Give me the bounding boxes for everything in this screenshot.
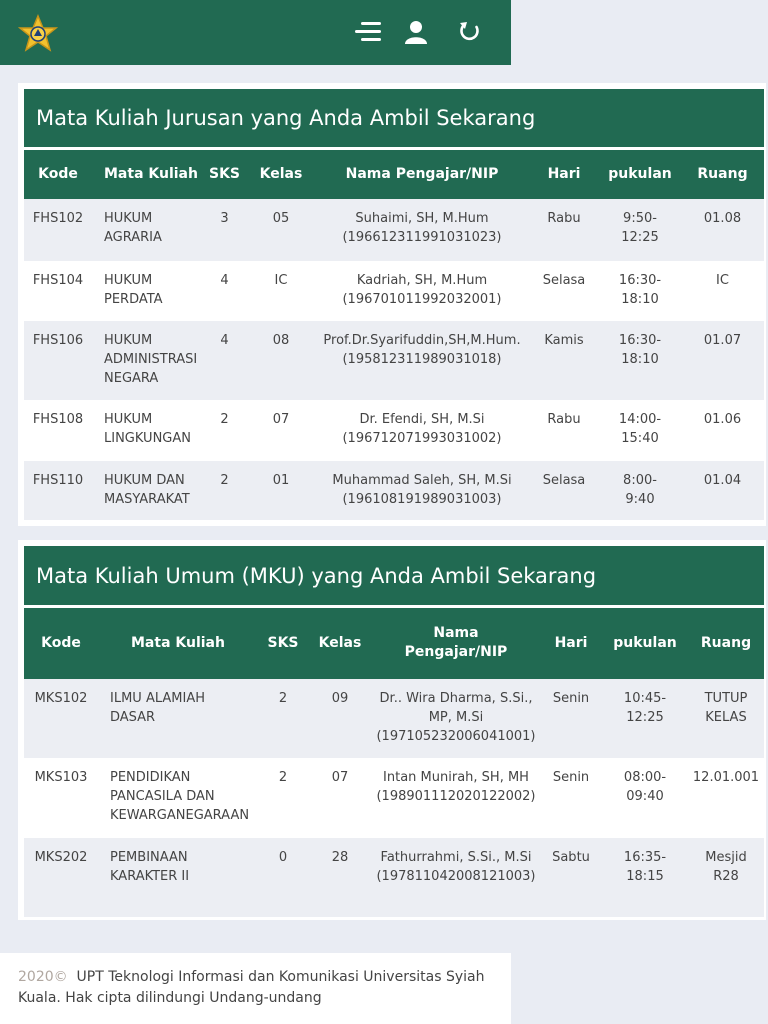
cell-hari: Senin xyxy=(540,679,602,758)
cell-kode: FHS110 xyxy=(24,461,92,520)
cell-kode: MKS202 xyxy=(24,838,98,917)
cell-kelas: 05 xyxy=(247,199,315,261)
user-icon[interactable] xyxy=(400,16,432,48)
cell-pengajar: Dr.. Wira Dharma, S.Si., MP, M.Si (197105232006041001) xyxy=(372,679,540,758)
footer xyxy=(0,953,511,1024)
university-logo-icon[interactable] xyxy=(17,14,59,54)
col-pukulan: pukulan xyxy=(599,149,681,199)
col-sks: SKS xyxy=(258,607,308,679)
col-pengajar: Nama Pengajar/NIP xyxy=(315,149,529,199)
col-hari: Hari xyxy=(540,607,602,679)
footer-text xyxy=(18,967,488,1009)
jurusan-title: Mata Kuliah Jurusan yang Anda Ambil Sekarang xyxy=(24,89,764,147)
table-row xyxy=(24,261,764,321)
cell-hari: Selasa xyxy=(529,461,599,520)
cell-kode: FHS108 xyxy=(24,400,92,461)
jurusan-table xyxy=(24,147,764,520)
cell-ruang: Mesjid R28 xyxy=(688,838,764,917)
table-row xyxy=(24,321,764,400)
col-ruang: Ruang xyxy=(688,607,764,679)
mku-header-row xyxy=(24,607,764,679)
cell-kode: MKS103 xyxy=(24,758,98,838)
cell-pengajar: Prof.Dr.Syarifuddin,SH,M.Hum. (195812311989031018) xyxy=(315,321,529,400)
col-pengajar: Nama Pengajar/NIP xyxy=(372,607,540,679)
cell-sks: 2 xyxy=(202,400,247,461)
col-kelas: Kelas xyxy=(247,149,315,199)
cell-pengajar: Muhammad Saleh, SH, M.Si (196108191989031003) xyxy=(315,461,529,520)
col-hari: Hari xyxy=(529,149,599,199)
cell-hari: Selasa xyxy=(529,261,599,321)
cell-kelas: 08 xyxy=(247,321,315,400)
jurusan-card xyxy=(18,83,766,526)
cell-kelas: IC xyxy=(247,261,315,321)
cell-ruang: 01.06 xyxy=(681,400,764,461)
cell-ruang: 01.08 xyxy=(681,199,764,261)
menu-lines-icon[interactable] xyxy=(352,16,384,48)
cell-ruang: 01.04 xyxy=(681,461,764,520)
table-row xyxy=(24,400,764,461)
cell-ruang: TUTUP KELAS xyxy=(688,679,764,758)
cell-hari: Rabu xyxy=(529,400,599,461)
cell-kode: FHS104 xyxy=(24,261,92,321)
cell-kelas: 07 xyxy=(308,758,372,838)
cell-sks: 0 xyxy=(258,838,308,917)
cell-mata-kuliah: ILMU ALAMIAH DASAR xyxy=(98,679,258,758)
cell-hari: Senin xyxy=(540,758,602,838)
col-kelas: Kelas xyxy=(308,607,372,679)
refresh-icon[interactable] xyxy=(454,16,486,48)
cell-pukulan: 8:00-9:40 xyxy=(599,461,681,520)
table-row xyxy=(24,199,764,261)
table-row xyxy=(24,838,764,917)
table-row xyxy=(24,679,764,758)
table-row xyxy=(24,461,764,520)
mku-card xyxy=(18,540,766,920)
cell-mata-kuliah: HUKUM LINGKUNGAN xyxy=(92,400,202,461)
cell-kelas: 07 xyxy=(247,400,315,461)
cell-hari: Kamis xyxy=(529,321,599,400)
cell-pukulan: 9:50-12:25 xyxy=(599,199,681,261)
cell-sks: 2 xyxy=(258,679,308,758)
cell-kelas: 28 xyxy=(308,838,372,917)
cell-mata-kuliah: HUKUM AGRARIA xyxy=(92,199,202,261)
col-ruang: Ruang xyxy=(681,149,764,199)
cell-kode: FHS106 xyxy=(24,321,92,400)
cell-sks: 2 xyxy=(202,461,247,520)
cell-pukulan: 16:35-18:15 xyxy=(602,838,688,917)
cell-kelas: 01 xyxy=(247,461,315,520)
cell-sks: 4 xyxy=(202,261,247,321)
cell-ruang: 12.01.001 xyxy=(688,758,764,838)
cell-pukulan: 16:30-18:10 xyxy=(599,321,681,400)
cell-sks: 4 xyxy=(202,321,247,400)
cell-kode: FHS102 xyxy=(24,199,92,261)
cell-pengajar: Fathurrahmi, S.Si., M.Si (197811042008121003) xyxy=(372,838,540,917)
cell-hari: Rabu xyxy=(529,199,599,261)
cell-mata-kuliah: PEMBINAAN KARAKTER II xyxy=(98,838,258,917)
cell-kelas: 09 xyxy=(308,679,372,758)
cell-pengajar: Kadriah, SH, M.Hum (196701011992032001) xyxy=(315,261,529,321)
cell-mata-kuliah: HUKUM PERDATA xyxy=(92,261,202,321)
cell-mata-kuliah: HUKUM ADMINISTRASI NEGARA xyxy=(92,321,202,400)
col-pukulan: pukulan xyxy=(602,607,688,679)
col-mata-kuliah: Mata Kuliah xyxy=(92,149,202,199)
cell-pukulan: 10:45-12:25 xyxy=(602,679,688,758)
col-kode: Kode xyxy=(24,149,92,199)
col-kode: Kode xyxy=(24,607,98,679)
col-sks: SKS xyxy=(202,149,247,199)
cell-hari: Sabtu xyxy=(540,838,602,917)
jurusan-header-row xyxy=(24,149,764,199)
cell-mata-kuliah: PENDIDIKAN PANCASILA DAN KEWARGANEGARAAN xyxy=(98,758,258,838)
col-mata-kuliah: Mata Kuliah xyxy=(98,607,258,679)
top-bar xyxy=(0,0,511,65)
cell-pengajar: Intan Munirah, SH, MH (198901112020122002) xyxy=(372,758,540,838)
cell-pukulan: 08:00-09:40 xyxy=(602,758,688,838)
table-row xyxy=(24,758,764,838)
cell-pengajar: Suhaimi, SH, M.Hum (196612311991031023) xyxy=(315,199,529,261)
footer-year: 2020© xyxy=(18,969,68,985)
mku-title: Mata Kuliah Umum (MKU) yang Anda Ambil Sekarang xyxy=(24,546,764,605)
cell-ruang: 01.07 xyxy=(681,321,764,400)
cell-kode: MKS102 xyxy=(24,679,98,758)
cell-sks: 3 xyxy=(202,199,247,261)
cell-sks: 2 xyxy=(258,758,308,838)
cell-ruang: IC xyxy=(681,261,764,321)
footer-copyright: UPT Teknologi Informasi dan Komunikasi Universitas Syiah Kuala. Hak cipta dilindungi Undang-undang xyxy=(18,969,485,1006)
cell-pukulan: 14:00-15:40 xyxy=(599,400,681,461)
cell-pukulan: 16:30-18:10 xyxy=(599,261,681,321)
cell-pengajar: Dr. Efendi, SH, M.Si (196712071993031002) xyxy=(315,400,529,461)
cell-mata-kuliah: HUKUM DAN MASYARAKAT xyxy=(92,461,202,520)
mku-table xyxy=(24,605,764,917)
